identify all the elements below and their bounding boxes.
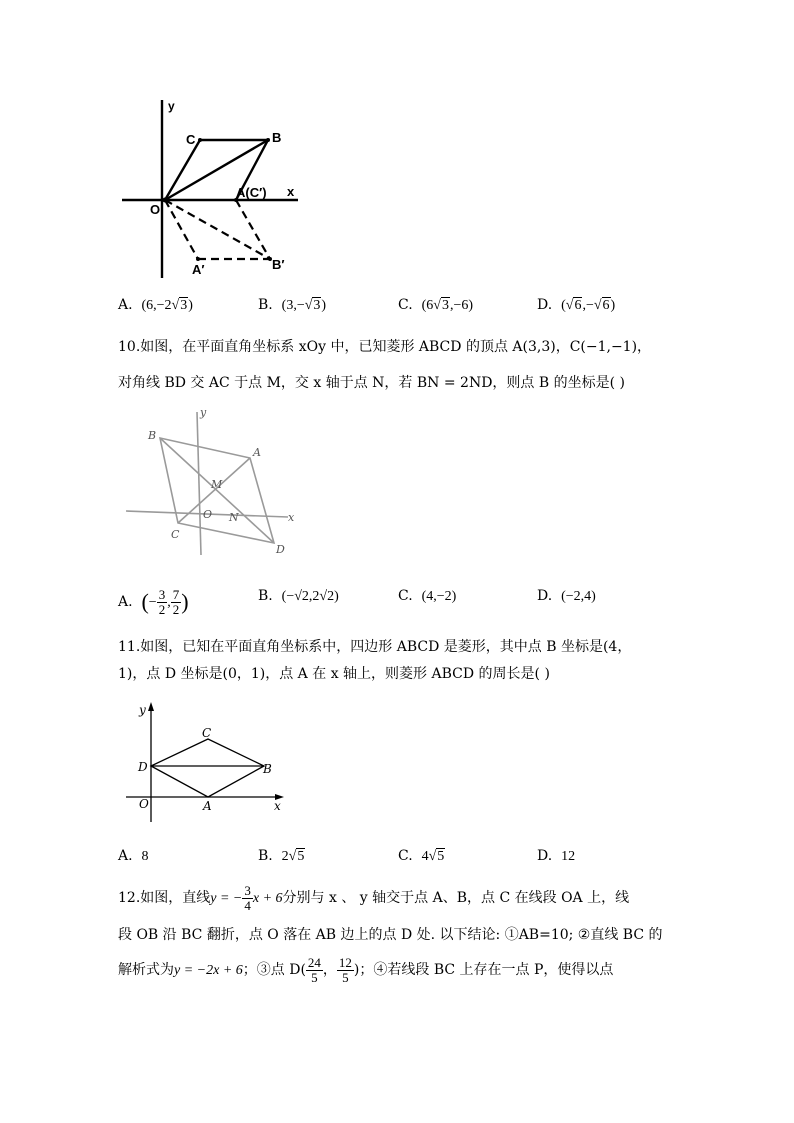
q10-label-d: D bbox=[276, 543, 285, 556]
q11-text-line1: 11.如图，已知在平面直角坐标系中，四边形 ABCD 是菱形，其中点 B 坐标是(4， bbox=[118, 639, 632, 655]
q11-option-d: D. 12 bbox=[537, 848, 576, 864]
q10-label-y: y bbox=[200, 406, 207, 419]
q9-label-o: O bbox=[150, 202, 161, 217]
q11-label-b: B bbox=[263, 762, 272, 776]
q11-label-o: O bbox=[139, 797, 149, 811]
q9-option-d: D. (√6,−√6) bbox=[537, 297, 616, 313]
q11-label-d: D bbox=[138, 760, 148, 774]
q10-label-n: N bbox=[229, 511, 239, 524]
q10-label-c: C bbox=[171, 528, 180, 541]
q11-option-c: C. 4√5 bbox=[398, 848, 445, 864]
q9-label-a-prime: A′ bbox=[192, 262, 205, 277]
q10-label-o: O bbox=[203, 508, 213, 521]
q10-label-a: A bbox=[253, 446, 261, 459]
q11-label-x: x bbox=[274, 799, 281, 813]
q11-text-line2: 1)，点 D 坐标是(0，1)，点 A 在 x 轴上，则菱形 ABCD 的周长是( ) bbox=[118, 666, 550, 682]
q9-option-a: A. (6,−2√3) bbox=[118, 297, 193, 313]
q11-option-b: B. 2√5 bbox=[258, 848, 305, 864]
q12-text-line1: 12.如图，直线y = − $\frac{3}{4}$ x + 6分别与 x 、 y 轴交于点 A、B，点 C 在线段 OA 上，线 bbox=[118, 882, 630, 913]
q9-label-b-prime: B′ bbox=[272, 257, 285, 272]
q10-label-x: x bbox=[288, 511, 295, 524]
q11-label-y: y bbox=[139, 703, 146, 717]
q11-rhombus-abcd bbox=[151, 739, 264, 797]
q11-label-a: A bbox=[203, 799, 212, 813]
q10-label-b: B bbox=[148, 429, 157, 442]
q11-label-c: C bbox=[202, 726, 212, 740]
q10-option-b: B. (−√2,2√2) bbox=[258, 588, 339, 604]
q10-option-c: C. (4,−2) bbox=[398, 588, 457, 604]
q10-text-line2: 对角线 BD 交 AC 于点 M，交 x 轴于点 N，若 BN = 2ND，则点 B 的坐标是( ) bbox=[118, 375, 625, 391]
q12-text-line2: 段 OB 沿 BC 翻折，点 O 落在 AB 边上的点 D 处. 以下结论: ①AB=10; ②直线 BC 的 bbox=[118, 927, 663, 943]
q9-option-c: C. (6√3,−6) bbox=[398, 297, 473, 313]
q10-option-d: D. (−2,4) bbox=[537, 588, 596, 604]
q9-label-c: C bbox=[186, 132, 196, 147]
q11-option-a: A. 8 bbox=[118, 848, 149, 864]
q10-text-line1: 10.如图，在平面直角坐标系 xOy 中，已知菱形 ABCD 的顶点 A(3,3)，C(−1,−1)， bbox=[118, 339, 652, 355]
q10-option-a: A. (− $\frac{3}{2}$ , $\frac{7}{2}$ ) bbox=[118, 586, 189, 617]
q10-label-m: M bbox=[211, 478, 223, 491]
q9-label-a: A(C′) bbox=[236, 185, 267, 200]
q9-option-b: B. (3,−√3) bbox=[258, 297, 327, 313]
q12-text-line3: 解析式为y = −2x + 6；③点 D( $\frac{24}{5}$ ， $\frac{12}{5}$ )；④若线段 BC 上存在一点 P，使得以点 bbox=[118, 954, 614, 985]
q9-label-y: y bbox=[168, 99, 175, 113]
q9-label-x: x bbox=[287, 184, 295, 199]
q9-label-b: B bbox=[272, 130, 282, 145]
